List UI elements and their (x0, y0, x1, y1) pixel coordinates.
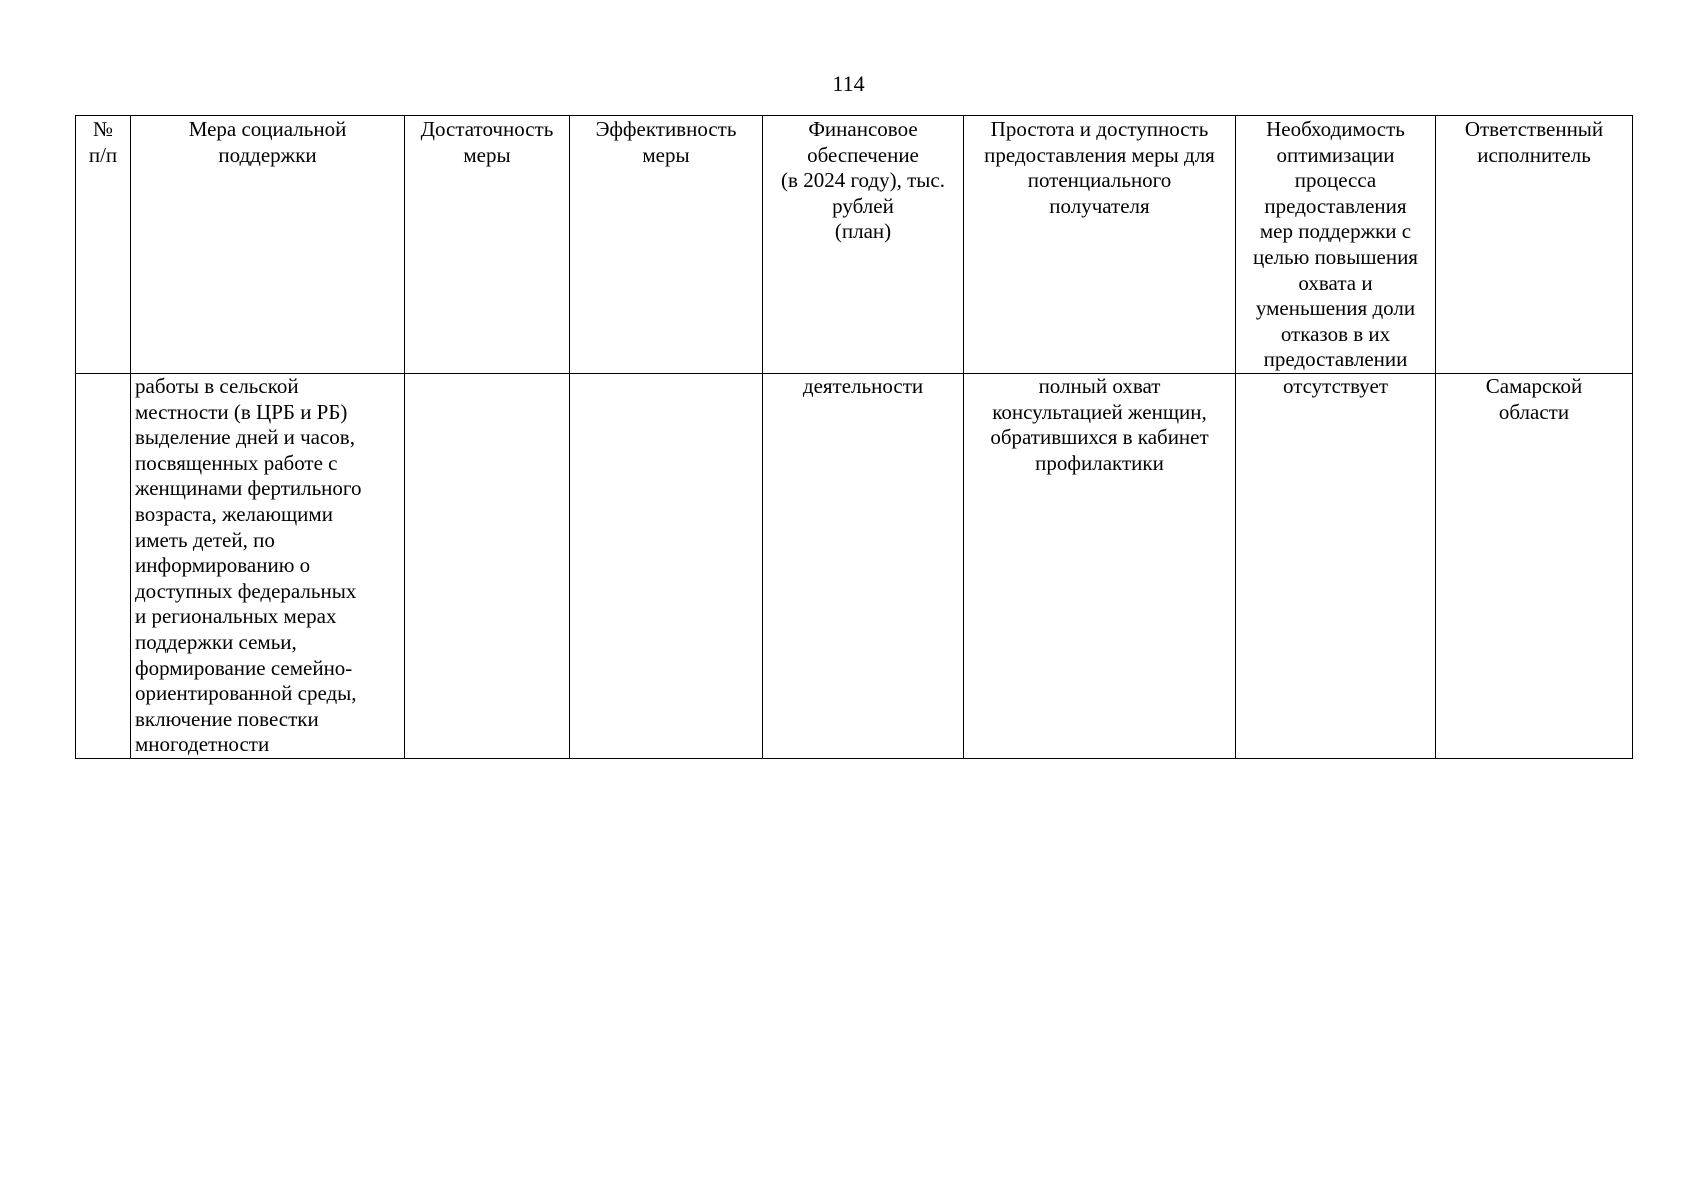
social-support-table (75, 115, 1633, 759)
cell-effectiveness (570, 374, 763, 759)
page-number: 114 (832, 71, 865, 96)
cell-accessibility: полный охват консультацией женщин, обратившихся в кабинет профилактики (964, 374, 1236, 759)
header-accessibility: Простота и доступность предоставления меры для потенциального получателя (964, 116, 1236, 374)
cell-optimization: отсутствует (1236, 374, 1436, 759)
cell-measure: работы в сельской местности (в ЦРБ и РБ) выделение дней и часов, посвященных работе с женщинами фертильного возраста, желающими иметь детей, по информированию о доступных федеральных и региональных мерах поддержки семьи, формирование семейно- ориентированной среды, включение повестки многодетности (131, 374, 405, 759)
table-row (76, 374, 1633, 759)
header-responsible: Ответственный исполнитель (1436, 116, 1633, 374)
header-num: № п/п (76, 116, 131, 374)
cell-sufficiency (405, 374, 570, 759)
cell-responsible: Самарской области (1436, 374, 1633, 759)
header-sufficiency: Достаточность меры (405, 116, 570, 374)
table-header-row (76, 116, 1633, 374)
header-finance: Финансовое обеспечение (в 2024 году), тыс. рублей (план) (763, 116, 964, 374)
cell-finance: деятельности (763, 374, 964, 759)
cell-num (76, 374, 131, 759)
header-optimization: Необходимость оптимизации процесса предоставления мер поддержки с целью повышения охвата и уменьшения доли отказов в их предоставлении (1236, 116, 1436, 374)
header-effectiveness: Эффективность меры (570, 116, 763, 374)
header-measure: Мера социальной поддержки (131, 116, 405, 374)
